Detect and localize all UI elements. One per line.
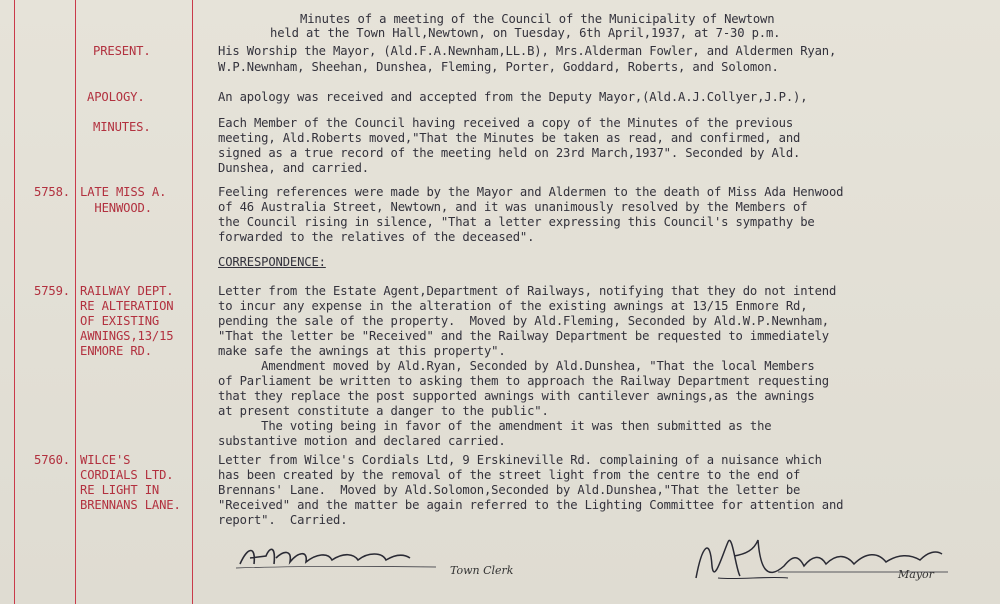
margin-rule (75, 0, 76, 604)
body-line: The voting being in favor of the amendment it was then submitted as the (218, 419, 772, 433)
margin-rule (14, 0, 15, 604)
body-line: has been created by the removal of the street light from the centre to the end of (218, 468, 801, 482)
body-line: the Council rising in silence, "That a letter expressing this Council's sympathy be (218, 215, 815, 229)
body-line: of Parliament be written to asking them to approach the Railway Department requesting (218, 374, 829, 388)
body-line: signed as a true record of the meeting held on 23rd March,1937". Seconded by Ald. (218, 146, 801, 160)
mayor-signature (688, 526, 948, 592)
apology-label: APOLOGY. (87, 90, 145, 104)
item-number: 5759. (34, 284, 70, 298)
item-label-line: RE ALTERATION (80, 299, 174, 313)
body-line: forwarded to the relatives of the deceased". (218, 230, 535, 244)
item-label-line: AWNINGS,13/15 (80, 329, 174, 343)
correspondence-heading: CORRESPONDENCE: (218, 255, 326, 269)
item-label-line: LATE MISS A. (80, 185, 167, 199)
body-line: Letter from the Estate Agent,Department of Railways, notifying that they do not intend (218, 284, 837, 298)
town-clerk-caption: Town Clerk (450, 564, 514, 577)
body-line: substantive motion and declared carried. (218, 434, 506, 448)
town-clerk-signature (236, 540, 436, 576)
body-line: of 46 Australia Street, Newtown, and it was unanimously resolved by the Members of (218, 200, 808, 214)
body-line: report". Carried. (218, 513, 348, 527)
body-line: Feeling references were made by the Mayor and Aldermen to the death of Miss Ada Henwood (218, 185, 844, 199)
body-line: meeting, Ald.Roberts moved,"That the Minutes be taken as read, and confirmed, and (218, 131, 801, 145)
item-label-line: RAILWAY DEPT. (80, 284, 174, 298)
minutes-label: MINUTES. (93, 120, 151, 134)
body-line: Dunshea, and carried. (218, 161, 369, 175)
item-label-line: ENMORE RD. (80, 344, 152, 358)
item-label-line: WILCE'S (80, 453, 131, 467)
body-line: make safe the awnings at this property". (218, 344, 506, 358)
present-label: PRESENT. (93, 44, 151, 58)
body-line: W.P.Newnham, Sheehan, Dunshea, Fleming, Porter, Goddard, Roberts, and Solomon. (218, 60, 779, 74)
body-line: His Worship the Mayor, (Ald.F.A.Newnham,LL.B), Mrs.Alderman Fowler, and Aldermen Ryan, (218, 44, 837, 58)
item-label-line: BRENNANS LANE. (80, 498, 181, 512)
body-line: to incur any expense in the alteration of the existing awnings at 13/15 Enmore Rd, (218, 299, 808, 313)
body-line: Amendment moved by Ald.Ryan, Seconded by Ald.Dunshea, "That the local Members (218, 359, 815, 373)
item-number: 5758. (34, 185, 70, 199)
item-label-line: CORDIALS LTD. (80, 468, 174, 482)
body-line: Letter from Wilce's Cordials Ltd, 9 Erskineville Rd. complaining of a nuisance which (218, 453, 822, 467)
body-line: "That the letter be "Received" and the Railway Department be requested to immediately (218, 329, 829, 343)
document-title-line: Minutes of a meeting of the Council of the Municipality of Newtown (300, 12, 775, 26)
body-line: Brennans' Lane. Moved by Ald.Solomon,Seconded by Ald.Dunshea,"That the letter be (218, 483, 801, 497)
body-line: Each Member of the Council having received a copy of the Minutes of the previous (218, 116, 793, 130)
item-label-line: HENWOOD. (80, 201, 152, 215)
item-number: 5760. (34, 453, 70, 467)
document-title-line: held at the Town Hall,Newtown, on Tuesday, 6th April,1937, at 7-30 p.m. (270, 26, 781, 40)
body-line: An apology was received and accepted from the Deputy Mayor,(Ald.A.J.Collyer,J.P.), (218, 90, 808, 104)
margin-rule (192, 0, 193, 604)
mayor-caption: Mayor (898, 568, 934, 581)
body-line: pending the sale of the property. Moved by Ald.Fleming, Seconded by Ald.W.P.Newnham, (218, 314, 829, 328)
body-line: that they replace the post supported awnings with cantilever awnings,as the awnings (218, 389, 815, 403)
body-line: at present constitute a danger to the public". (218, 404, 549, 418)
item-label-line: OF EXISTING (80, 314, 160, 328)
body-line: "Received" and the matter be again referred to the Lighting Committee for attention and (218, 498, 844, 512)
item-label-line: RE LIGHT IN (80, 483, 160, 497)
